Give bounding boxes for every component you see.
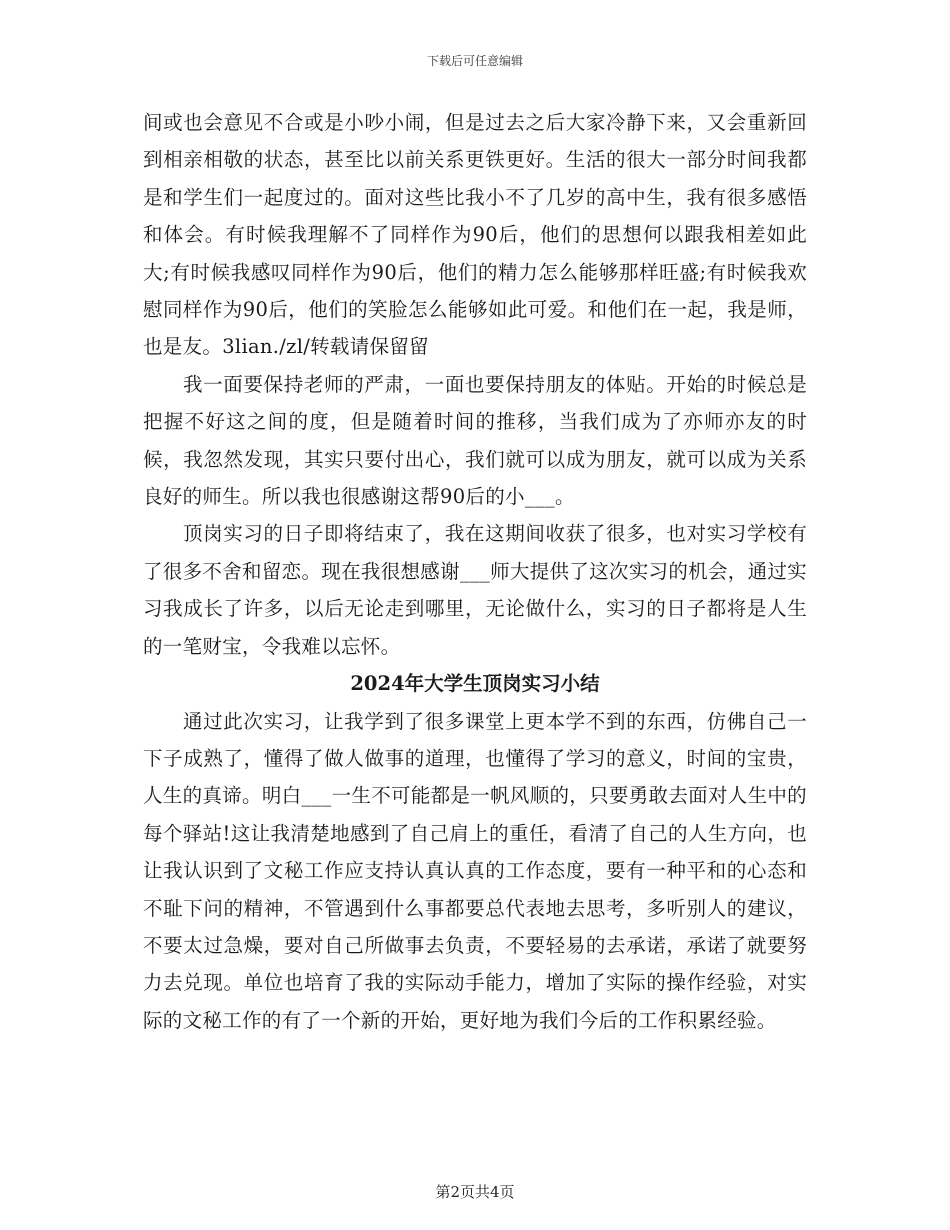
paragraph-continued: 间或也会意见不合或是小吵小闹，但是过去之后大家冷静下来，又会重新回到相亲相敬的状态，甚至比以前关系更铁更好。生活的很大一部分时间我都是和学生们一起度过的。面对这些比我小不了几岁的高中生，我有很多感悟和体会。有时候我理解不了同样作为90后，他们的思想何以跟我相差如此大;有时候我感叹同样作为90后，他们的精力怎么能够那样旺盛;有时候我欢慰同样作为90后，他们的笑脸怎么能够如此可爱。和他们在一起，我是师，也是友。3lian./zl/转载请保留留 xyxy=(143,111,807,359)
page-header: 下载后可任意编辑 xyxy=(426,54,523,68)
paragraph-summary: 通过此次实习，让我学到了很多课堂上更本学不到的东西，仿佛自己一下子成熟了，懂得了做人做事的道理，也懂得了学习的意义，时间的宝贵，人生的真谛。明白___一生不可能都是一帆风顺的，只要勇敢去面对人生中的每个驿站!这让我清楚地感到了自己肩上的重任，看清了自己的人生方向，也让我认识到了文秘工作应支持认真认真的工作态度，要有一种平和的心态和不耻下问的精神，不管遇到什么事都要总代表地去思考，多听别人的建议，不要太过急燥，要对自己所做事去负责，不要轻易的去承诺，承诺了就要努力去兑现。单位也培育了我的实际动手能力，增加了实际的操作经验，对实际的文秘工作的有了一个新的开始，更好地为我们今后的工作积累经验。 xyxy=(143,709,807,1032)
section-title: 2024年大学生顶岗实习小结 xyxy=(350,672,600,696)
page-number: 第2页共4页 xyxy=(435,1183,515,1201)
paragraph-teacher-friend: 我一面要保持老师的严肃，一面也要保持朋友的体贴。开始的时候总是把握不好这之间的度，但是随着时间的推移，当我们成为了亦师亦友的时候，我忽然发现，其实只要付出心，我们就可以成为朋友，就可以成为关系良好的师生。所以我也很感谢这帮90后的小___。 xyxy=(143,372,807,509)
document-body xyxy=(143,104,807,1039)
paragraph-internship-ending: 顶岗实习的日子即将结束了，我在这期间收获了很多，也对实习学校有了很多不舍和留恋。现在我很想感谢___师大提供了这次实习的机会，通过实习我成长了许多，以后无论走到哪里，无论做什么，实习的日子都将是人生的一笔财宝，令我难以忘怀。 xyxy=(143,522,807,658)
